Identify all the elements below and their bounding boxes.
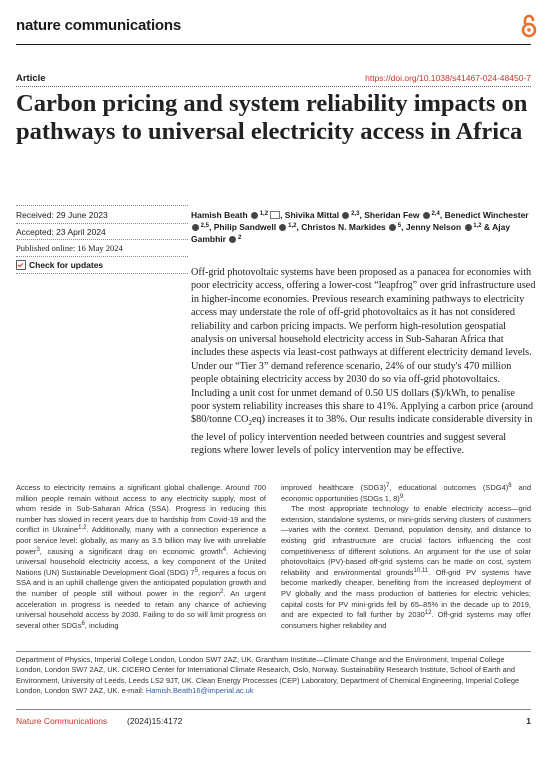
citation-ref[interactable]: 6 [81,620,85,627]
abstract-text: Off-grid photovoltaic systems have been proposed as a panacea for economies with poor electricity access, offering a lower-cost “leapfrog” over grid infrastructure used in higher-income economies. Previous research examining pathways to electricity access may understate the role of off-grid photovoltaics as it has not considered reliability and carbon pricing impacts. We perform high-resolution geospatial analysis on universal household electricity access in Sub-Saharan Africa that includes these aspects via least-cost pathways at different electricity demand levels. Under our “Tier 3” demand reference scenario, 24% of our study's 470 million people obtaining electricity access by 2030 do so via off-grid photovoltaics. Including a unit cost for unmet demand of 0.50 US dollars ($)/kWh, to penalise poor system reliability increases this share to 41%. Applying a carbon price (around $80/tonne CO [191,267,536,426]
author-affiliation-sup: 2,3 [349,211,360,217]
body-text: The most appropriate technology to enable electricity access—grid extension, standalone systems, or mini-grids serving clusters of customers—varies with the context. Demand, population density, and distance to existing grid infrastructure are crucial factors influencing the cost competitiveness of different solutions. An argument for the use of solar photovoltaics (PV)-based off-grid systems can be made on cost, system reliability and environmental grounds [281,504,531,577]
history-rule [16,273,188,274]
footer-citation: (2024)15:4172 [127,716,183,726]
author-name: Sheridan Few [364,210,422,220]
body-paragraph [281,504,531,631]
author[interactable] [191,210,280,220]
footer-journal[interactable]: Nature Communications [16,716,108,726]
history-rule [16,205,188,206]
body-column-left [16,483,266,631]
footer-rule [16,709,531,710]
orcid-icon[interactable] [423,212,430,219]
body-text: , including [84,620,119,630]
affiliations [16,655,531,697]
author-affiliation-sup: 1,2 [471,223,482,229]
author[interactable] [406,222,482,232]
email-label: e-mail: [121,686,144,696]
body-text: and economic opportunities (SDGs 1, 8) [281,483,531,503]
body-text: Access to electricity remains a significant global challenge. Around 700 million people remain without access to any electricity supply, most of whom reside in Sub-Saharan Africa (SSA). Progress in reducing this number has slowed in recent years due to hardship from Covid-19 and the conflict in Ukraine [16,483,266,535]
page-number: 1 [526,716,531,726]
received-date: Received: 29 June 2023 [16,210,108,220]
type-rule [16,86,531,87]
author-separator: , [296,222,302,232]
body-column-right [281,483,531,631]
author-separator: , [359,210,365,220]
author-name: Philip Sandwell [213,222,279,232]
body-text: , requires a focus on SSA and is an uphill challenge given the anticipated population growth and the number of people still without power in the region [16,567,266,598]
email-link[interactable]: Hamish.Beath16@imperial.ac.uk [145,686,254,696]
author[interactable] [364,210,440,220]
body-text: . [403,493,406,503]
check-updates-label: Check for updates [29,260,104,270]
author-separator: & [481,222,493,232]
author-separator: , [439,210,445,220]
open-access-icon [519,13,539,39]
author-name: Shivika Mittal [284,210,342,220]
affiliation-text: Department of Physics, Imperial College London, London SW7 2AZ, UK. Grantham Institute—Climate Change and the Environment, Imperial College London, London SW7 2AZ, UK. CICERO Center for International Climate Research, Oslo, Norway. Sustainability Research Institute, School of Earth and Environment, University of Leeds, Leeds LS2 9JT, UK. Clean Energy Processes (CEP) Laboratory, Department of Chemical Engineering, Imperial College London, London SW7 2AZ, UK. [16,655,520,696]
published-date: Published online: 16 May 2024 [16,243,123,253]
citation-ref[interactable]: 8 [508,483,512,489]
body-text: . Additionally, many with a connection experience a poor service level: globally, as many as 3.5 billion may live with unreliable power [16,525,266,556]
body-text: improved healthcare (SDG3) [281,483,386,492]
abstract-text-cont: eq) increases it to 38%. Our results indicate considerable diversity in the level of policy intervention needed between countries and suggest several regions where lower levels of policy intervention may be effective. [191,414,533,457]
citation-ref[interactable]: 12 [424,610,432,617]
author[interactable] [285,210,360,220]
author-affiliation-sup: 5 [396,223,402,229]
citation-ref[interactable]: 5 [194,567,198,574]
author-affiliation-sup: 2 [236,235,242,241]
check-updates-link[interactable] [16,260,103,270]
citation-ref[interactable]: 10,11 [413,567,429,574]
body-text: , causing a significant drag on economic growth [39,546,223,556]
author-name: Ajay Gambhir [191,222,511,244]
author[interactable] [214,222,297,232]
doi-link[interactable]: https://doi.org/10.1038/s41467-024-48450-7 [365,73,531,83]
citation-ref[interactable]: 4 [222,546,227,553]
orcid-icon[interactable] [251,212,258,219]
body-text: , educational outcomes (SDG4) [389,483,509,492]
citation-ref[interactable]: 7 [386,483,390,489]
orcid-icon[interactable] [192,224,199,231]
author-separator: , [401,222,406,232]
history-rule [16,223,188,224]
article-type: Article [16,73,46,84]
envelope-icon[interactable] [270,211,280,219]
author-affiliation-sup: 2,4 [429,211,440,217]
header-rule [16,44,531,45]
author-name: Christos N. Markides [301,222,389,232]
journal-name[interactable]: nature communications [16,17,181,34]
citation-ref[interactable]: 9 [399,493,404,500]
author-name: Jenny Nelson [405,222,464,232]
body-text: . An urgent acceleration in progress is needed to retain any chance of achieving universal household access by 2030. Failing to do so will limit progress on several other SDGs [16,588,266,630]
check-updates-icon [16,260,26,270]
author-affiliation-sup: 1,2 [286,223,297,229]
history-rule [16,256,188,257]
co2-subscript: 2 [248,419,252,428]
orcid-icon[interactable] [465,224,472,231]
body-text: . Off-grid PV systems have become markedly cheaper, benefiting from the increased deployment of PV globally and the mass production of batteries for electric vehicles; capital costs for PV mini-grids fell by 65–85% in the decade up to 2019, and are expected to fall further by 2030 [281,567,531,620]
accepted-date: Accepted: 23 April 2024 [16,227,106,237]
article-title: Carbon pricing and system reliability impacts on pathways to universal electricity access in Africa [16,90,528,145]
body-text: . Off-grid systems may offer consumers higher reliability and [281,610,531,630]
body-text: . Achieving universal household electricity access, a key component of the United Nations (UN) Sustainable Development Goal (SDG) 7 [16,546,266,577]
author-name: Benedict Winchester [444,210,529,220]
citation-ref[interactable]: 2 [220,588,224,595]
abstract [191,266,536,458]
author-affiliation-sup: 2,5 [199,223,210,229]
author-name: Hamish Beath [191,210,251,220]
author-separator: , [209,222,214,232]
citation-ref[interactable]: 1,2 [78,525,87,532]
history-rule [16,239,188,240]
author-affiliation-sup: 1,2 [258,211,269,217]
author[interactable] [301,222,401,232]
citation-ref[interactable]: 3 [36,546,40,553]
author-separator: , [280,210,285,220]
affiliation-rule [16,651,531,652]
author-list [191,209,536,245]
